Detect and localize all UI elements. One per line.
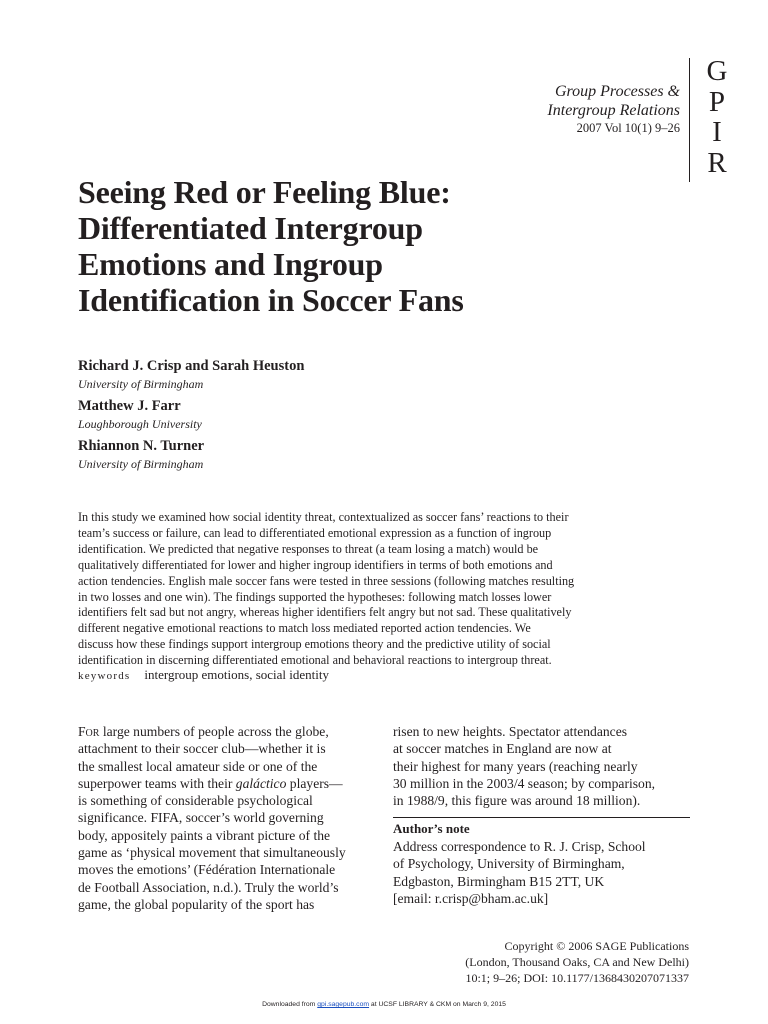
body-line: de Football Association, n.d.). Truly the world’s xyxy=(78,879,339,895)
note-line: [email: r.crisp@bham.ac.uk] xyxy=(393,890,549,906)
keywords-label: keywords xyxy=(78,670,131,682)
article-title xyxy=(78,174,638,318)
keywords xyxy=(78,667,329,683)
body-line: 30 million in the 2003/4 season; by comparison, xyxy=(393,775,656,791)
note-line: of Psychology, University of Birmingham, xyxy=(393,856,625,872)
logo-letter: G xyxy=(706,55,728,87)
author-names: Matthew J. Farr xyxy=(78,398,181,414)
body-line: attachment to their soccer club—whether it is xyxy=(78,741,326,757)
download-footer xyxy=(0,1001,768,1008)
abstract xyxy=(78,510,646,669)
body-line: is something of considerable psychological xyxy=(78,793,313,809)
authors-note-heading: Author’s note xyxy=(393,821,470,836)
abstract-line: identification in discerning differentiated emotional and behavioral reactions to intergroup threat. xyxy=(78,653,552,668)
author-affiliation: University of Birmingham xyxy=(78,377,204,391)
journal-citation: 2007 Vol 10(1) 9–26 xyxy=(576,121,680,135)
abstract-line: team’s success or failure, can lead to differentiated emotional expression as a function of ingroup xyxy=(78,525,552,540)
author-affiliation: Loughborough University xyxy=(78,417,202,431)
author-affiliation: University of Birmingham xyxy=(78,457,204,471)
keywords-value: intergroup emotions, social identity xyxy=(144,667,329,682)
authors-note xyxy=(393,838,683,907)
header-divider xyxy=(689,58,690,182)
body-column-right xyxy=(393,723,690,809)
journal-logo xyxy=(697,56,737,178)
copyright-line: Copyright © 2006 SAGE Publications xyxy=(504,939,689,953)
author-names: Richard J. Crisp and Sarah Heuston xyxy=(78,358,305,374)
body-column-left xyxy=(78,723,376,913)
body-line: game, the global popularity of the sport has xyxy=(78,896,315,912)
abstract-line: action tendencies. English male soccer fans were tested in three sessions (following matches resulting xyxy=(78,573,575,588)
body-line: risen to new heights. Spectator attendances xyxy=(393,724,628,739)
body-line: superpower teams with their galáctico players— xyxy=(78,775,343,791)
abstract-line: in two losses and one win). The findings supported the hypotheses: following match losses lower xyxy=(78,589,552,604)
abstract-line: In this study we examined how social identity threat, contextualized as soccer fans’ reactions to their xyxy=(78,510,569,524)
body-line: body, appositely paints a vibrant picture of the xyxy=(78,827,331,843)
abstract-line: qualitatively differentiated for lower and higher ingroup identifiers in terms of both emotions and xyxy=(78,557,553,572)
abstract-line: discuss how these findings support intergroup emotions theory and the predictive utility of social xyxy=(78,637,551,652)
footer-suffix: at UCSF LIBRARY & CKM on March 9, 2015 xyxy=(369,1001,506,1008)
copyright xyxy=(465,938,689,986)
body-line: significance. FIFA, soccer’s world governing xyxy=(78,810,324,826)
body-line: moves the emotions’ (Fédération Internationale xyxy=(78,862,336,878)
body-line: For large numbers of people across the globe, xyxy=(78,724,329,739)
body-line: at soccer matches in England are now at xyxy=(393,741,612,757)
author-names: Rhiannon N. Turner xyxy=(78,438,205,454)
title-line: Identification in Soccer Fans xyxy=(78,282,464,318)
abstract-line: different negative emotional reactions to match loss mediated reported action tendencies. We xyxy=(78,621,531,636)
abstract-line: identification. We predicted that negative responses to threat (a team losing a match) would be xyxy=(78,541,539,556)
title-line: Seeing Red or Feeling Blue: xyxy=(78,174,451,210)
body-line: game as ‘physical movement that simultaneously xyxy=(78,845,346,861)
copyright-line: 10:1; 9–26; DOI: 10.1177/1368430207071337 xyxy=(465,971,689,985)
note-line: Edgbaston, Birmingham B15 2TT, UK xyxy=(393,873,605,889)
logo-letter: I xyxy=(712,116,722,148)
logo-letter: P xyxy=(708,85,726,118)
note-line: Address correspondence to R. J. Crisp, School xyxy=(393,839,646,854)
journal-name-line-1: Group Processes & xyxy=(554,83,680,100)
title-line: Emotions and Ingroup xyxy=(78,246,383,282)
copyright-line: (London, Thousand Oaks, CA and New Delhi) xyxy=(465,955,689,969)
body-line: in 1988/9, this figure was around 18 million). xyxy=(393,793,641,809)
footer-link[interactable]: gpi.sagepub.com xyxy=(317,1001,370,1008)
body-line: the smallest local amateur side or one of the xyxy=(78,758,318,774)
footer-prefix: Downloaded from xyxy=(262,1001,318,1008)
body-line: their highest for many years (reaching nearly xyxy=(393,758,638,774)
authors-note-divider xyxy=(393,817,690,818)
logo-letter: R xyxy=(707,146,727,179)
drop-lead: For xyxy=(78,724,100,739)
italic-term: galáctico xyxy=(235,775,287,791)
title-line: Differentiated Intergroup xyxy=(78,210,423,246)
journal-name-line-2: Intergroup Relations xyxy=(547,102,680,119)
abstract-line: identifiers felt sad but not angry, whereas higher identifiers felt angry but not sad. These qualitatively xyxy=(78,605,572,620)
journal-header xyxy=(547,82,680,136)
